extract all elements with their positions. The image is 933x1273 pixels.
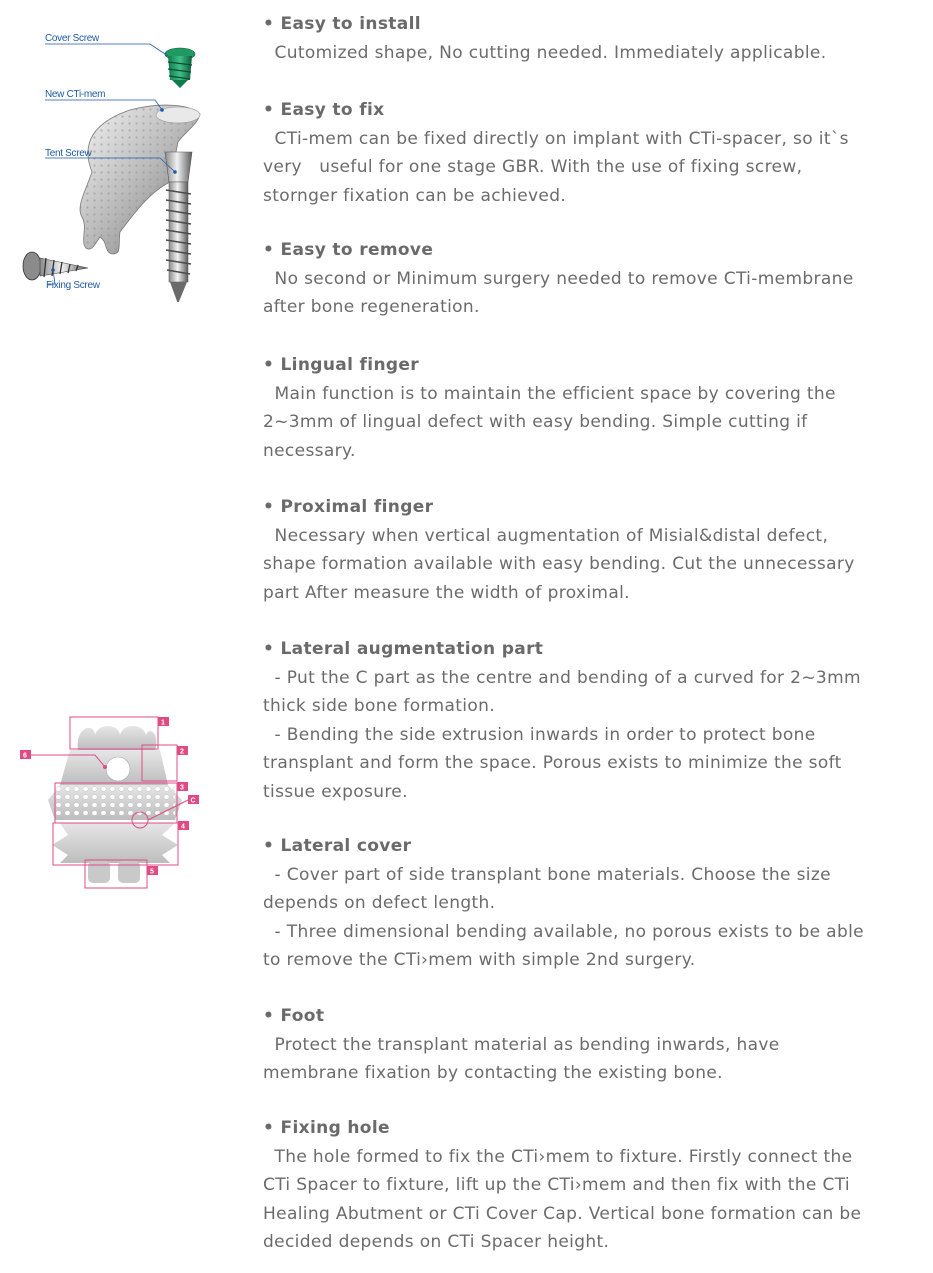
section-line: stornger fixation can be achieved. xyxy=(263,185,567,206)
marker-3-label: 3 xyxy=(180,784,184,792)
section-line: membrane fixation by contacting the existing bone. xyxy=(263,1063,723,1083)
section-easy-to-install xyxy=(263,10,903,67)
section-line: Cutomized shape, No cutting needed. Immediately applicable. xyxy=(263,42,827,63)
cti-mem-assembly-illustration xyxy=(0,22,230,302)
section-line: thick side bone formation. xyxy=(263,696,495,716)
section-line: CTi Spacer to fixture, lift up the CTi›mem and then fix with the CTi xyxy=(263,1175,850,1195)
section-line: necessary. xyxy=(263,440,356,461)
section-lingual-finger xyxy=(263,351,903,465)
label-cover-screw: Cover Screw xyxy=(45,33,99,44)
marker-2-label: 2 xyxy=(180,748,184,756)
section-lateral-cover xyxy=(263,832,903,975)
section-fixing-hole xyxy=(263,1114,903,1257)
fixing-screw xyxy=(23,252,88,280)
tent-screw xyxy=(165,152,192,302)
marker-5-label: 5 xyxy=(150,868,154,876)
section-line: shape formation available with easy bending. Cut the unnecessary xyxy=(263,554,855,574)
label-tent-screw: Tent Screw xyxy=(45,148,92,159)
section-foot xyxy=(263,1002,903,1088)
section-title: • Fixing hole xyxy=(263,1118,390,1138)
section-line: very useful for one stage GBR. With the use of fixing screw, xyxy=(263,157,803,177)
section-line: No second or Minimum surgery needed to remove CTi-membrane xyxy=(263,268,854,289)
section-line: Necessary when vertical augmentation of Misial&distal defect, xyxy=(263,525,829,546)
section-title: • Lateral augmentation part xyxy=(263,639,544,659)
section-line: to remove the CTi›mem with simple 2nd surgery. xyxy=(263,950,696,970)
section-line: - Put the C part as the centre and bending of a curved for 2~3mm xyxy=(263,667,861,688)
section-line: depends on defect length. xyxy=(263,893,496,913)
section-title: • Proximal finger xyxy=(263,497,434,517)
section-easy-to-fix xyxy=(263,96,903,210)
section-line: Main function is to maintain the efficient space by covering the xyxy=(263,383,836,404)
section-line: The hole formed to fix the CTi›mem to fixture. Firstly connect the xyxy=(263,1146,853,1167)
membrane-plate xyxy=(48,726,182,883)
section-line: - Cover part of side transplant bone materials. Choose the size xyxy=(263,864,831,885)
section-line: - Three dimensional bending available, no porous exists to be able xyxy=(263,921,864,942)
marker-4-label: 4 xyxy=(181,823,185,831)
section-title: • Foot xyxy=(263,1006,325,1026)
section-title: • Lateral cover xyxy=(263,836,412,856)
section-title: • Easy to remove xyxy=(263,240,434,260)
section-line: tissue exposure. xyxy=(263,781,408,802)
section-line: after bone regeneration. xyxy=(263,297,480,317)
section-title: • Lingual finger xyxy=(263,355,420,375)
cover-screw xyxy=(165,48,195,88)
section-line: decided depends on CTi Spacer height. xyxy=(263,1232,610,1252)
section-line: Healing Abutment or CTi Cover Cap. Vertical bone formation can be xyxy=(263,1203,862,1224)
marker-1-label: 1 xyxy=(161,719,165,727)
label-new-cti-mem: New CTi-mem xyxy=(45,89,106,100)
marker-c-label: C xyxy=(190,797,196,805)
label-fixing-screw: Fixing Screw xyxy=(46,280,100,291)
section-line: part After measure the width of proximal. xyxy=(263,582,630,603)
section-line: CTi-mem can be fixed directly on implant with CTi-spacer, so it`s xyxy=(263,128,849,149)
section-lateral-augmentation-part xyxy=(263,635,903,806)
section-easy-to-remove xyxy=(263,236,903,322)
section-line: Protect the transplant material as bending inwards, have xyxy=(263,1034,780,1055)
membrane-part-diagram xyxy=(0,705,230,900)
section-line: 2~3mm of lingual defect with easy bending. Simple cutting if xyxy=(263,412,808,432)
section-proximal-finger xyxy=(263,493,903,607)
section-title: • Easy to install xyxy=(263,14,421,34)
section-line: transplant and form the space. Porous exists to minimize the soft xyxy=(263,753,842,773)
marker-6-label: 6 xyxy=(23,752,27,760)
section-title: • Easy to fix xyxy=(263,100,385,120)
section-line: - Bending the side extrusion inwards in order to protect bone xyxy=(263,724,816,745)
